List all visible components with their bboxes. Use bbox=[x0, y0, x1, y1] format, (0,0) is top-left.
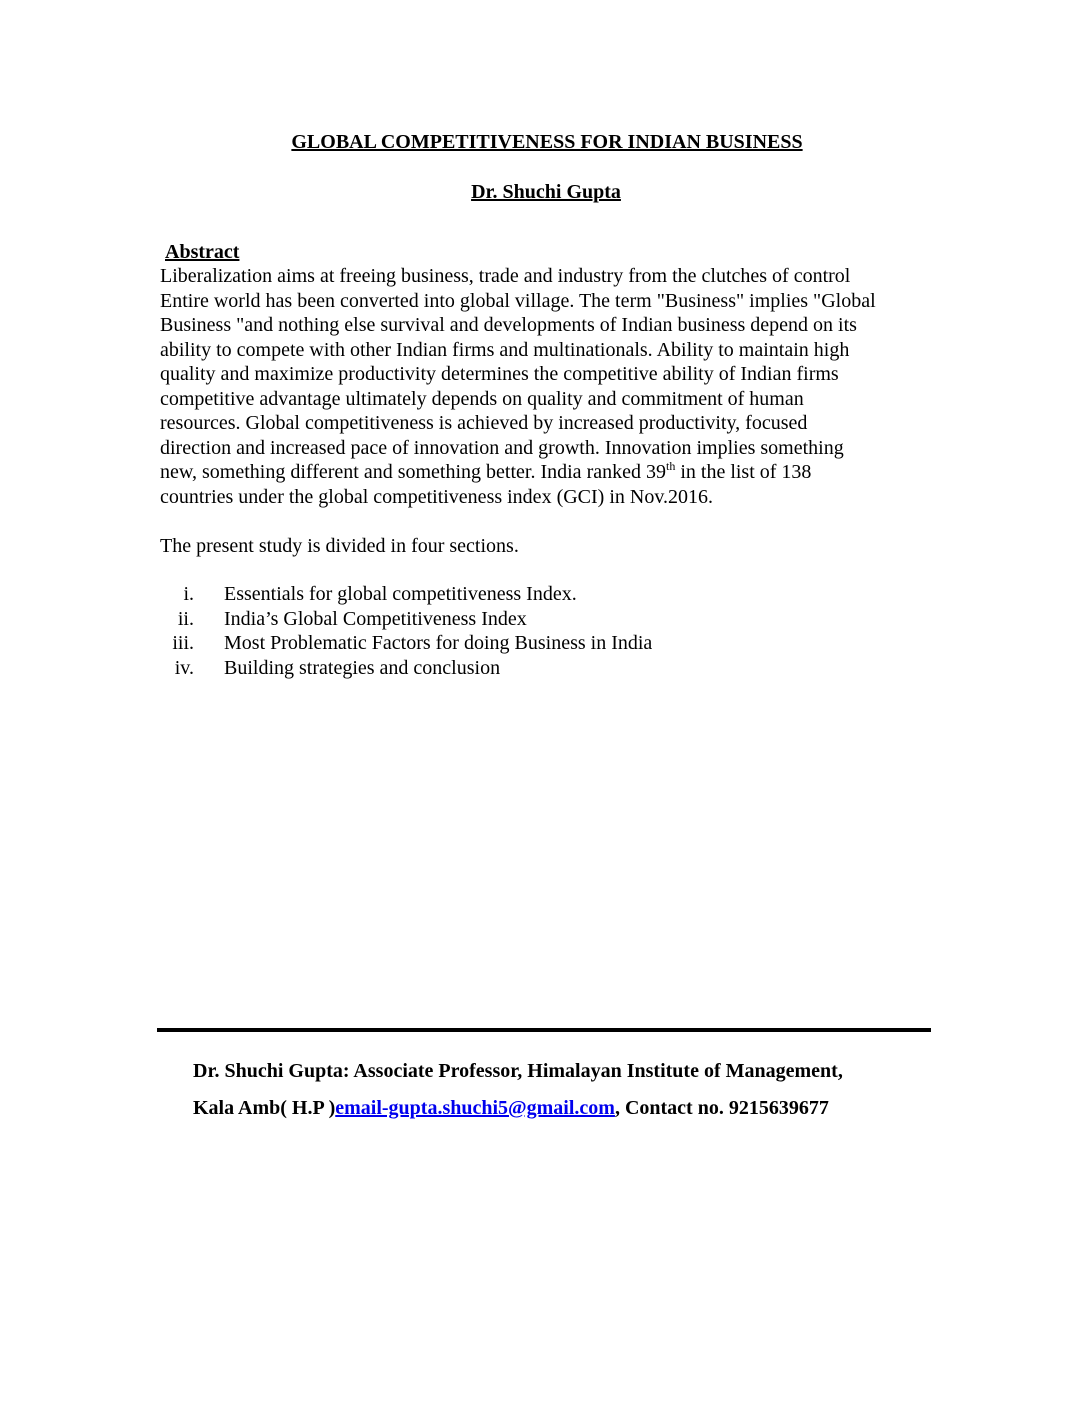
study-intro: The present study is divided in four sections. bbox=[160, 535, 519, 557]
abstract-line: ability to compete with other Indian firms and multinationals. Ability to maintain high bbox=[160, 338, 850, 361]
email-link[interactable]: email-gupta.shuchi5@gmail.com bbox=[335, 1097, 615, 1119]
section-numeral: i. bbox=[183, 583, 194, 605]
contact-phone: , Contact no. 9215639677 bbox=[614, 1097, 829, 1119]
author-contact bbox=[193, 1096, 829, 1120]
abstract-heading: Abstract bbox=[165, 241, 240, 263]
footer-divider bbox=[157, 1028, 931, 1032]
abstract-line: direction and increased pace of innovation and growth. Innovation implies something bbox=[160, 436, 844, 459]
section-numeral: iii. bbox=[172, 632, 194, 654]
rank-text-after: in the list of 138 bbox=[675, 461, 812, 483]
section-item bbox=[160, 631, 652, 656]
section-text: Essentials for global competitiveness Index. bbox=[224, 583, 577, 605]
abstract-line: Entire world has been converted into global village. The term "Business" implies "Global bbox=[160, 289, 876, 312]
abstract-line: Business "and nothing else survival and developments of Indian business depend on its bbox=[160, 314, 857, 336]
abstract-body bbox=[160, 264, 950, 509]
section-item bbox=[160, 607, 652, 632]
contact-location: Kala Amb( H.P ) bbox=[193, 1097, 336, 1119]
paper-author: Dr. Shuchi Gupta bbox=[471, 181, 621, 203]
paper-title: GLOBAL COMPETITIVENESS FOR INDIAN BUSINESS bbox=[291, 131, 803, 153]
abstract-last-line: countries under the global competitiveness index (GCI) in Nov.2016. bbox=[160, 485, 714, 508]
abstract-line: resources. Global competitiveness is achieved by increased productivity, focused bbox=[160, 412, 808, 434]
abstract-line: Liberalization aims at freeing business, trade and industry from the clutches of control bbox=[160, 265, 851, 287]
author-affiliation: Dr. Shuchi Gupta: Associate Professor, Himalayan Institute of Management, bbox=[193, 1060, 843, 1082]
section-numeral: iv. bbox=[174, 656, 194, 679]
sections-list bbox=[160, 582, 652, 680]
rank-text-before: new, something different and something better. India ranked 39 bbox=[160, 461, 666, 483]
section-numeral: ii. bbox=[177, 607, 194, 630]
section-text: Building strategies and conclusion bbox=[224, 656, 501, 679]
section-text: Most Problematic Factors for doing Business in India bbox=[224, 632, 653, 654]
section-item bbox=[160, 656, 652, 681]
section-item bbox=[160, 582, 652, 607]
abstract-line: competitive advantage ultimately depends on quality and commitment of human bbox=[160, 387, 804, 410]
section-text: India’s Global Competitiveness Index bbox=[224, 607, 527, 630]
abstract-line-rank bbox=[160, 460, 950, 485]
abstract-line: quality and maximize productivity determines the competitive ability of Indian firms bbox=[160, 363, 839, 385]
rank-ordinal-suffix: th bbox=[665, 459, 676, 473]
